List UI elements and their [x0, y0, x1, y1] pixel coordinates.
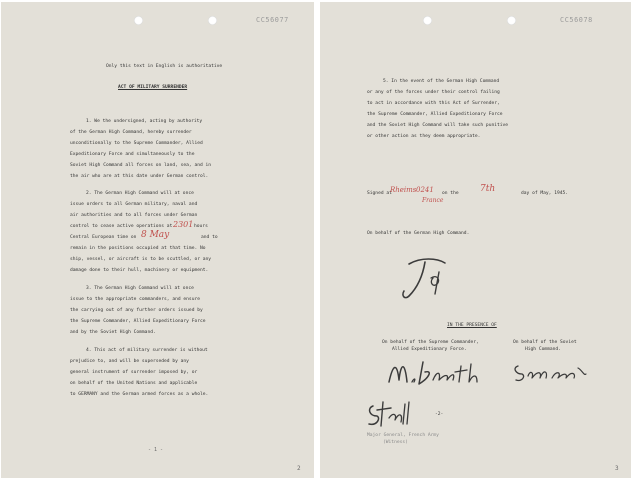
text-line: to GERMANY and the German armed forces as a whole.: [70, 392, 209, 397]
text-line: control to cease active operations at: [70, 224, 173, 229]
text-line: or other action as they deem appropriate.: [367, 134, 481, 139]
text-line: issue orders to all German military, naval and: [70, 202, 198, 207]
text-line: 4. This act of military surrender is without: [86, 348, 208, 353]
text-line: 3. The German High Command will at once: [86, 286, 194, 291]
text-line: Central European time on: [70, 235, 137, 240]
page-marker: -2-: [435, 412, 444, 417]
handwritten-time: 0241: [416, 186, 434, 194]
text-line: and by the Soviet High Command.: [70, 330, 156, 335]
soviet-command-label: On behalf of the Soviet: [513, 340, 577, 345]
punch-hole: [134, 16, 143, 25]
archive-stamp: CC56077: [256, 16, 289, 24]
text-line: prejudice to, and will be superseded by any: [70, 359, 189, 364]
smith-signature-mark: [385, 356, 490, 390]
witness-title: Major General, French Army: [367, 433, 439, 438]
punch-hole: [208, 16, 217, 25]
handwritten-date: 8 May: [141, 230, 170, 240]
document-title: ACT OF MILITARY SURRENDER: [118, 85, 188, 90]
text-line: and the Soviet High Command will take such punitive: [367, 123, 509, 128]
witness-label: (Witness): [383, 440, 408, 445]
day-of-may-label: day of May, 1945.: [521, 191, 569, 196]
corner-mark: 2: [297, 465, 301, 472]
text-line: air authorities and to all forces under German: [70, 213, 198, 218]
handwritten-time: 2301: [173, 220, 194, 229]
supreme-commander-label: On behalf of the Supreme Commander,: [382, 340, 479, 345]
page-number: - 1 -: [148, 447, 164, 453]
text-line: 1. We the undersigned, acting by authority: [86, 119, 203, 124]
text-line: or any of the forces under their control failing: [367, 90, 500, 95]
text-line: unconditionally to the Supreme Commander, Allied: [70, 141, 203, 146]
text-line: Expeditionary Force and simultaneously to the: [70, 152, 195, 157]
text-line: and to: [201, 235, 218, 240]
presence-heading: IN THE PRESENCE OF: [447, 323, 497, 328]
text-line: general instrument of surrender imposed by, or: [70, 370, 198, 375]
text-line: 5. In the event of the German High Command: [383, 79, 500, 84]
punch-hole: [507, 16, 516, 25]
text-line: 2. The German High Command will at once: [86, 191, 194, 196]
handwritten-place: Rheims: [390, 186, 417, 194]
text-line: the Supreme Commander, Allied Expeditionary Force: [367, 112, 503, 117]
corner-mark: 3: [615, 465, 619, 472]
text-line: of the German High Command, hereby surrender: [70, 130, 192, 135]
jodl-signature-mark: [395, 254, 455, 306]
archive-stamp: CC56078: [560, 16, 593, 24]
authoritative-note: Only this text in English is authoritative: [106, 64, 223, 69]
on-the-label: on the: [442, 191, 459, 196]
document-page-2: [320, 2, 631, 478]
text-line: hours: [194, 224, 208, 229]
signed-at-label: Signed at: [367, 191, 392, 196]
soviet-command-label: High Command.: [525, 347, 561, 352]
text-line: on behalf of the United Nations and applicable: [70, 381, 198, 386]
punch-hole: [423, 16, 432, 25]
susloparov-signature-mark: [512, 360, 590, 384]
german-high-command-label: On behalf of the German High Command.: [367, 231, 470, 236]
text-line: to act in accordance with this Act of Surrender,: [367, 101, 500, 106]
text-line: Soviet High Command all forces on land, sea, and in: [70, 163, 212, 168]
supreme-commander-label: Allied Expeditionary Force.: [392, 347, 467, 352]
text-line: the carrying out of any further orders issued by: [70, 308, 203, 313]
text-line: ship, vessel, or aircraft is to be scuttled, or any: [70, 257, 212, 262]
text-line: remain in the positions occupied at that time. No: [70, 246, 206, 251]
handwritten-country: France: [422, 197, 444, 204]
document-page-1: [1, 2, 314, 478]
text-line: damage done to their hull, machinery or equipment.: [70, 268, 209, 273]
sevez-signature-mark: [365, 396, 420, 432]
text-line: the air who are at this date under German control.: [70, 174, 209, 179]
text-line: issue to the appropriate commanders, and ensure: [70, 297, 200, 302]
handwritten-day: 7th: [480, 184, 496, 194]
text-line: the Supreme Commander, Allied Expeditionary Force: [70, 319, 206, 324]
